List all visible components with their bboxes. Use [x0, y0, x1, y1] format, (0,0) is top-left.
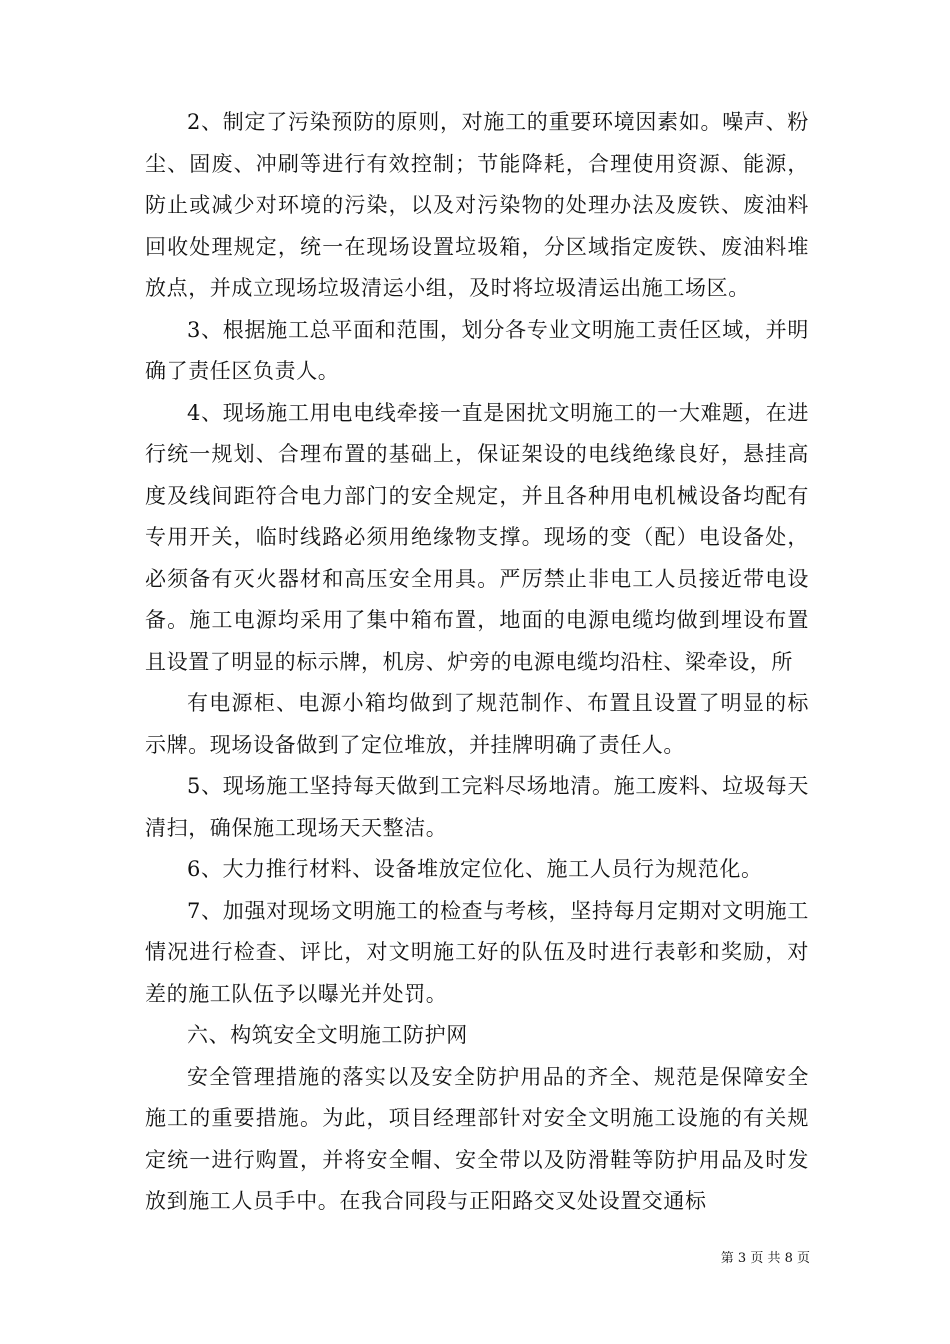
paragraph-item-7: 7、加强对现场文明施工的检查与考核，坚持每月定期对文明施工情况进行检查、评比，对文明施工好的队伍及时进行表彰和奖励，对差的施工队伍予以曝光并处罚。: [145, 898, 809, 1006]
paragraph-item-6: 6、大力推行材料、设备堆放定位化、施工人员行为规范化。: [187, 857, 763, 881]
paragraph-item-5: 5、现场施工坚持每天做到工完料尽场地清。施工废料、垃圾每天清扫，确保施工现场天天整洁。: [145, 774, 809, 840]
page-number-footer: 第 3 页 共 8 页: [720, 1251, 810, 1266]
document-body: [145, 102, 809, 1223]
paragraph-item-4: 4、现场施工用电电线牵接一直是困扰文明施工的一大难题，在进行统一规划、合理布置的基础上，保证架设的电线绝缘良好，悬挂高度及线间距符合电力部门的安全规定，并且各种用电机械设备均配有专用开关，临时线路必须用绝缘物支撑。现场的变（配）电设备处，必须备有灭火器材和高压安全用具。严厉禁止非电工人员接近带电设备。施工电源均采用了集中箱布置，地面的电源电缆均做到埋设布置且设置了明显的标示牌，机房、炉旁的电源电缆均沿柱、梁牵设，所: [145, 400, 809, 674]
paragraph-item-2: 2、制定了污染预防的原则，对施工的重要环境因素如。噪声、粉尘、固废、冲刷等进行有效控制；节能降耗，合理使用资源、能源，防止或减少对环境的污染，以及对污染物的处理办法及废铁、废油料回收处理规定，统一在现场设置垃圾箱，分区域指定废铁、废油料堆放点，并成立现场垃圾清运小组，及时将垃圾清运出施工场区。: [145, 110, 809, 300]
paragraph-item-4-continued: 有电源柜、电源小箱均做到了规范制作、布置且设置了明显的标示牌。现场设备做到了定位堆放，并挂牌明确了责任人。: [145, 691, 809, 757]
paragraph-item-3: 3、根据施工总平面和范围，划分各专业文明施工责任区域，并明确了责任区负责人。: [145, 317, 809, 383]
paragraph-safety-measures: 安全管理措施的落实以及安全防护用品的齐全、规范是保障安全施工的重要措施。为此，项目经理部针对安全文明施工设施的有关规定统一进行购置，并将安全帽、安全带以及防滑鞋等防护用品及时发放到施工人员手中。在我合同段与正阳路交叉处设置交通标: [145, 1064, 809, 1213]
section-heading-six: 六、构筑安全文明施工防护网: [187, 1023, 468, 1047]
